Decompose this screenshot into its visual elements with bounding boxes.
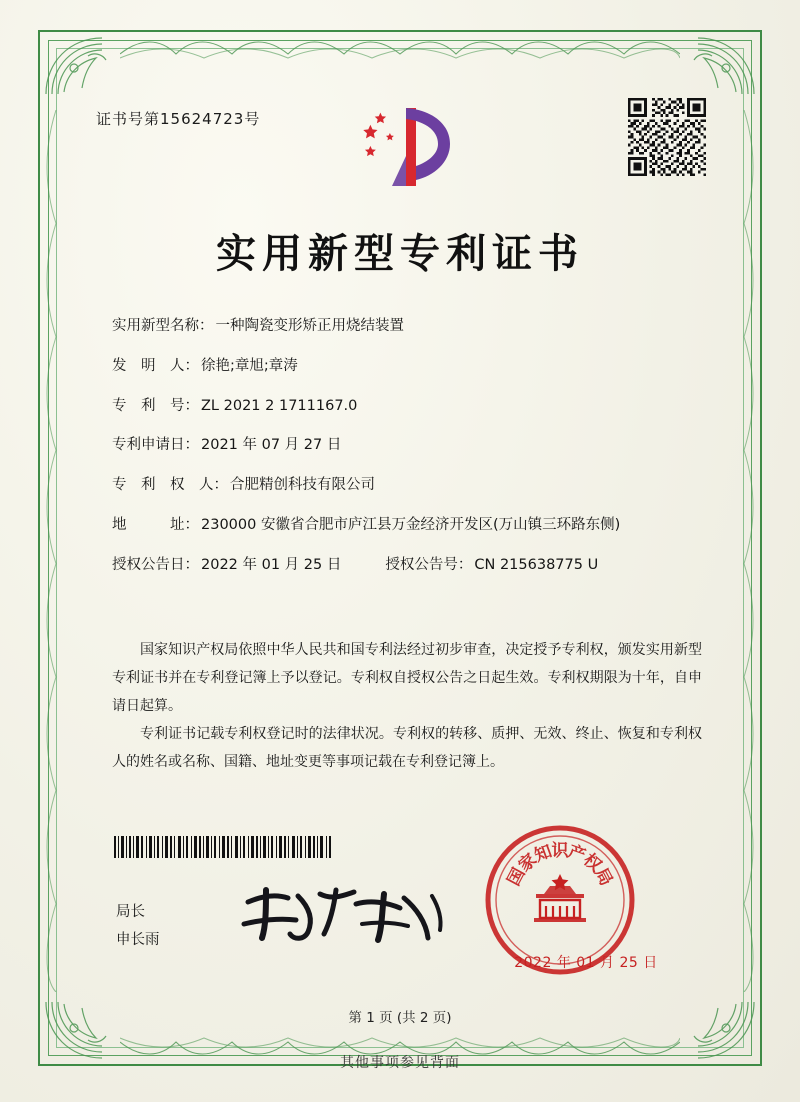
- director-name: 申长雨: [116, 932, 160, 948]
- svg-text:知: 知: [531, 841, 555, 867]
- handwritten-signature-icon: [236, 880, 456, 950]
- svg-text:权: 权: [579, 849, 606, 877]
- qr-code-icon: [628, 98, 706, 176]
- field-row-address: [112, 515, 712, 537]
- barcode-icon: [114, 836, 334, 858]
- field-label: 专 利 号：: [112, 397, 199, 414]
- announcement-no-value: CN 215638775 U: [474, 556, 599, 573]
- field-row-inventor: [112, 356, 712, 378]
- fields-list: [112, 316, 712, 586]
- field-row-name: [112, 316, 712, 338]
- svg-text:国: 国: [503, 864, 530, 890]
- svg-text:局: 局: [590, 864, 617, 890]
- body-text: [112, 636, 702, 776]
- field-row-patent-number: [112, 396, 712, 418]
- paragraph-1: 国家知识产权局依照中华人民共和国专利法经过初步审查，决定授予专利权，颁发实用新型专利证书并在专利登记簿上予以登记。专利权自授权公告之日起生效。专利权期限为十年，自申请日起算。: [112, 642, 702, 714]
- field-label: 地 址：: [112, 516, 199, 533]
- svg-text:家: 家: [514, 849, 541, 877]
- certificate-number: 证书号第15624723号: [96, 110, 261, 128]
- svg-text:产: 产: [565, 841, 589, 867]
- director-block: [116, 898, 160, 954]
- field-label: 实用新型名称：: [112, 318, 214, 334]
- field-value: 合肥精创科技有限公司: [230, 477, 375, 493]
- field-value: ZL 2021 2 1711167.0: [201, 397, 358, 414]
- field-row-patentee: [112, 475, 712, 497]
- field-label: 专利申请日：: [112, 437, 199, 454]
- page-number: 第 1 页 (共 2 页): [348, 1010, 452, 1026]
- cnipa-logo-icon: [358, 100, 454, 192]
- footnote: 其他事项参见背面: [340, 1055, 460, 1071]
- announcement-date-label: 授权公告日：: [112, 556, 199, 573]
- field-value: 一种陶瓷变形矫正用烧结装置: [215, 318, 404, 334]
- page-title: 实用新型专利证书: [216, 231, 584, 277]
- field-label: 专 利 权 人：: [112, 477, 228, 493]
- announcement-no-label: 授权公告号：: [385, 556, 473, 573]
- director-label: 局长: [116, 904, 145, 920]
- field-row-application-date: [112, 435, 712, 457]
- field-row-announcement: [112, 555, 712, 577]
- field-value: 230000 安徽省合肥市庐江县万金经济开发区(万山镇三环路东侧): [201, 516, 621, 533]
- field-value: 2021 年 07 月 27 日: [201, 437, 342, 454]
- field-label: 发 明 人：: [112, 357, 199, 374]
- field-value: 徐艳;章旭;章涛: [201, 357, 298, 374]
- svg-text:识: 识: [551, 841, 569, 861]
- seal-date: 2022 年 01 月 25 日: [514, 955, 658, 971]
- paragraph-2: 专利证书记载专利权登记时的法律状况。专利权的转移、质押、无效、终止、恢复和专利权人的姓名或名称、国籍、地址变更等事项记载在专利登记簿上。: [112, 726, 702, 770]
- announcement-date-value: 2022 年 01 月 25 日: [201, 556, 342, 573]
